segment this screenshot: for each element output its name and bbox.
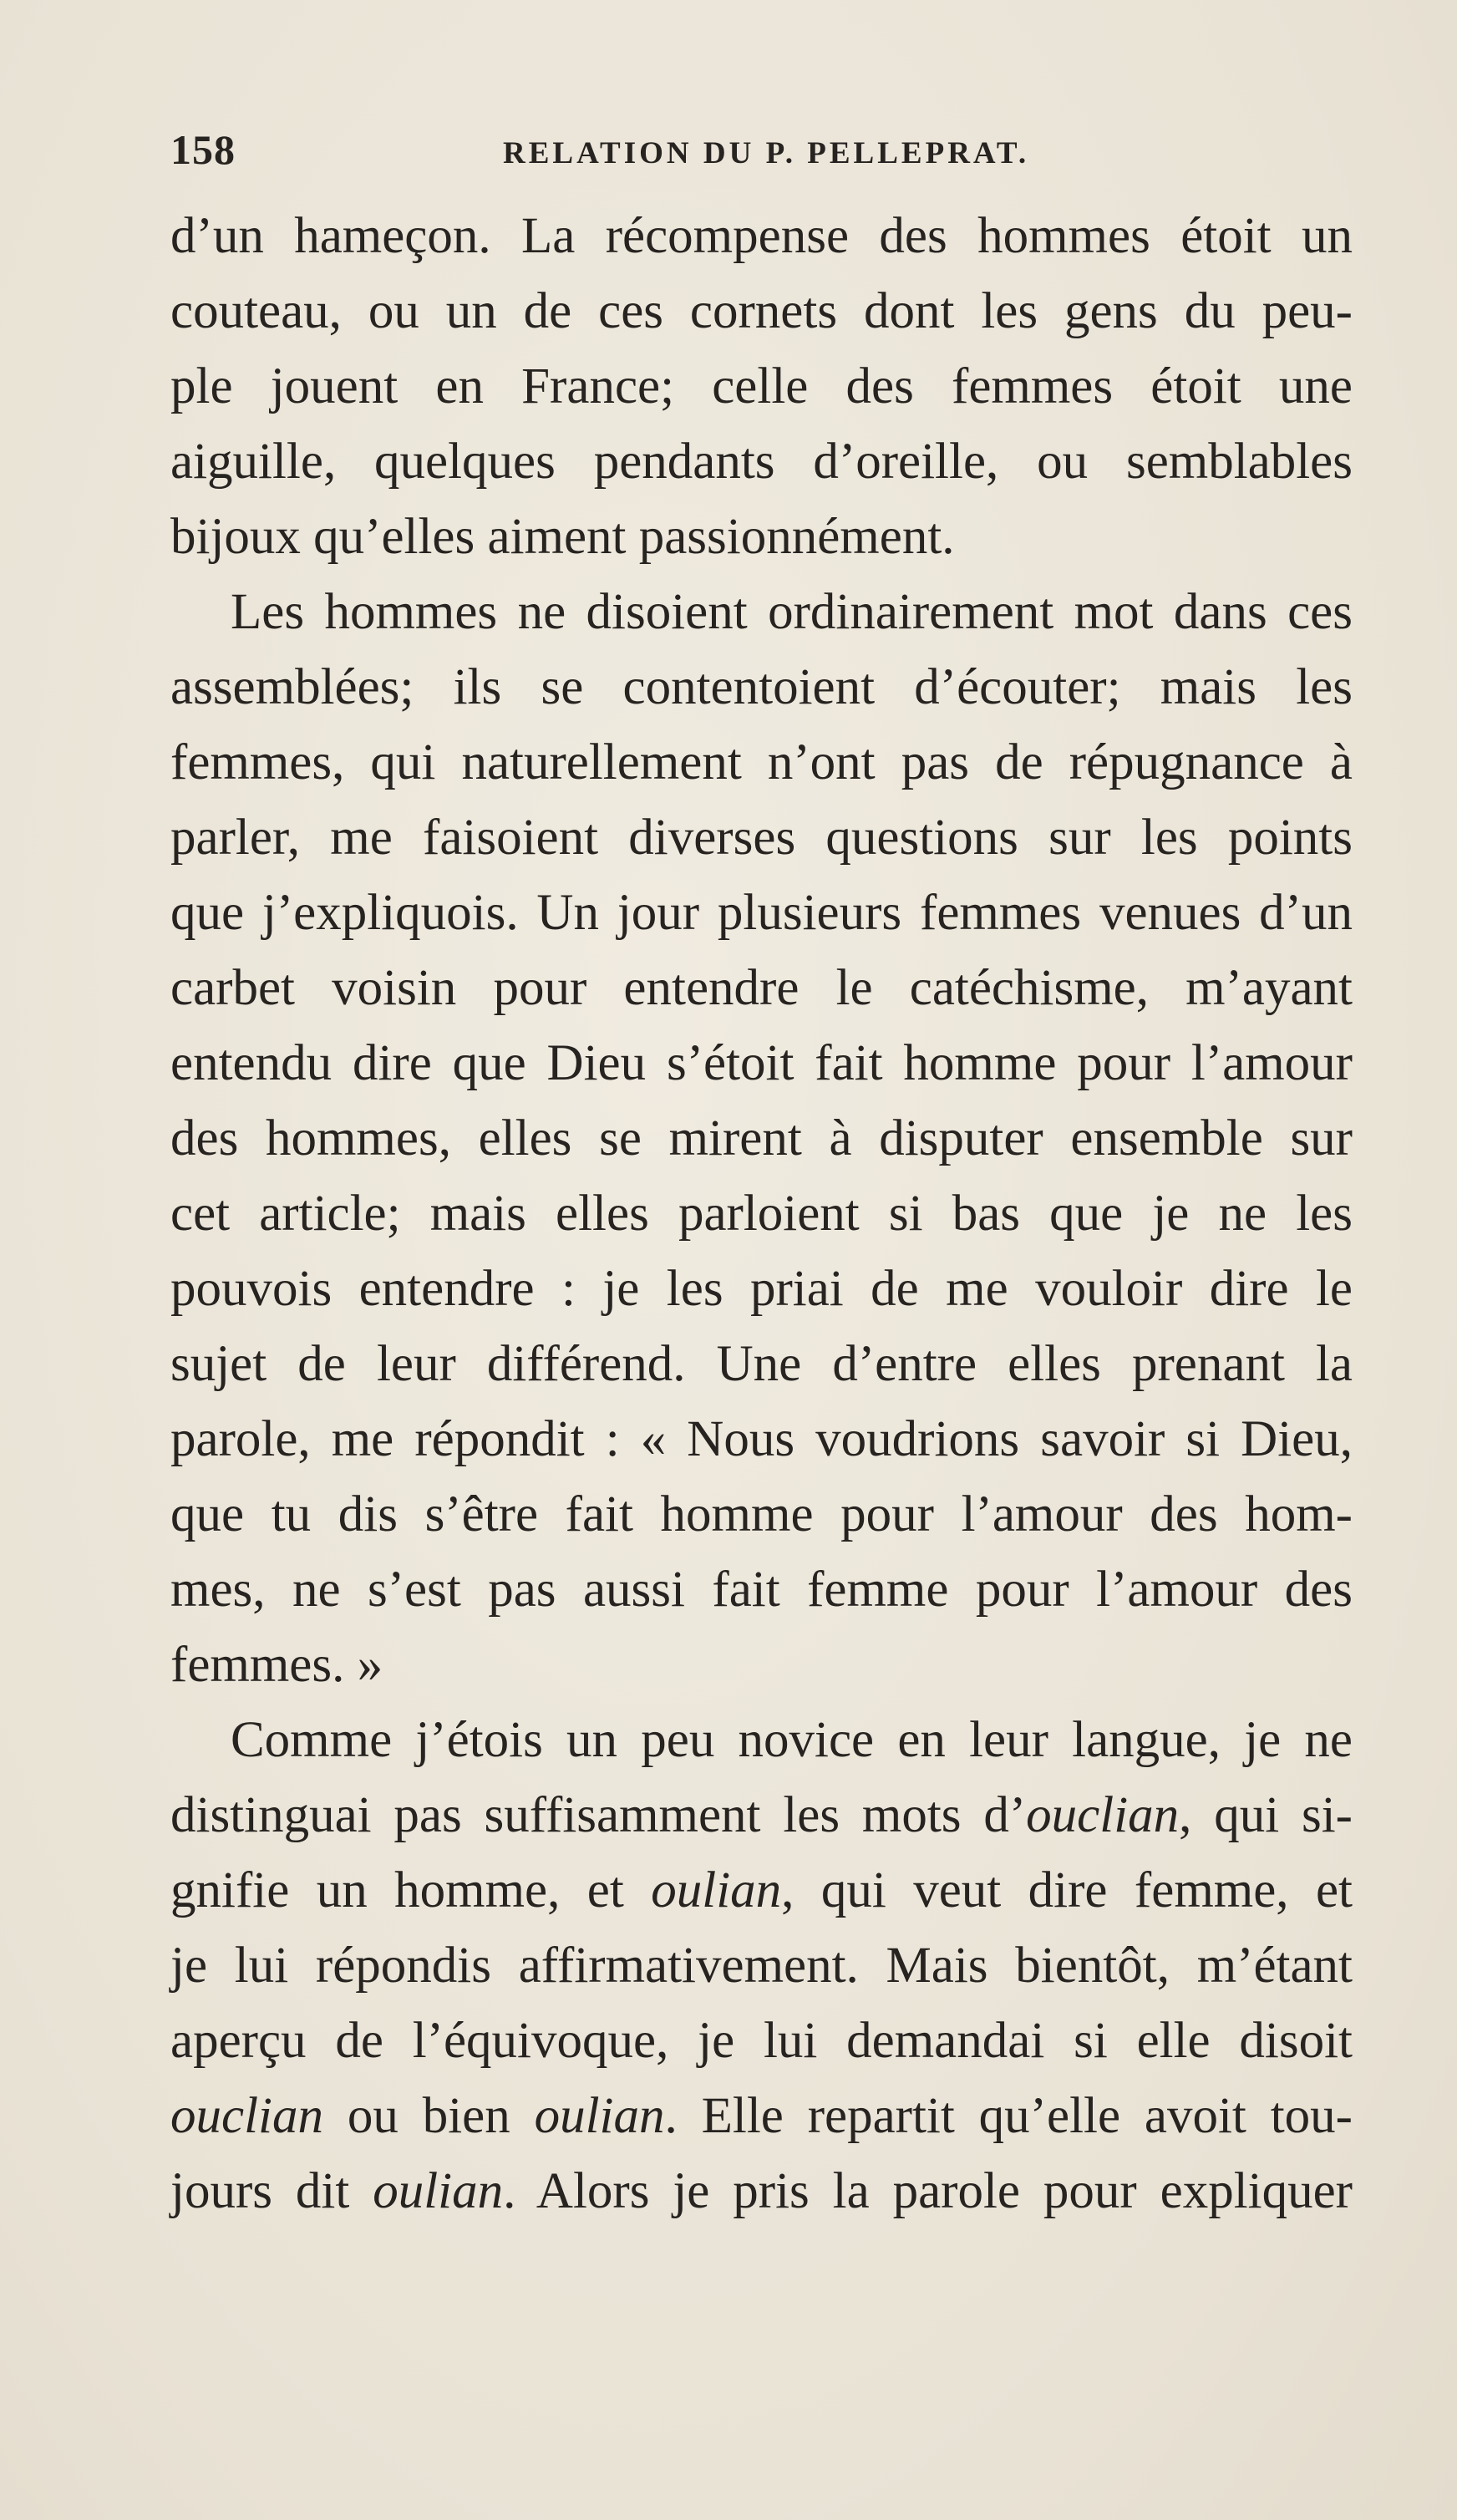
text-line: je lui répondis affirmativement. Mais bientôt, m’étant: [170, 1938, 1353, 1994]
italic-word: oulian: [651, 1862, 782, 1918]
text-line: aperçu de l’équivoque, je lui demandai si elle disoit: [170, 2013, 1353, 2069]
italic-word: ouclian: [170, 2088, 323, 2144]
text-line: que tu dis s’être fait homme pour l’amour des hom-: [170, 1486, 1353, 1542]
text-line: jours dit oulian. Alors je pris la parole pour expliquer: [170, 2163, 1353, 2219]
running-title: RELATION DU P. PELLEPRAT.: [503, 136, 1030, 170]
text-line: sujet de leur différend. Une d’entre elles prenant la: [170, 1336, 1353, 1392]
text-line: mes, ne s’est pas aussi fait femme pour l’amour des: [170, 1562, 1353, 1618]
italic-word: oulian: [534, 2088, 665, 2144]
text-line: ple jouent en France; celle des femmes étoit une: [170, 358, 1353, 414]
text-line: femmes, qui naturellement n’ont pas de répugnance à: [170, 734, 1353, 790]
text-line: entendu dire que Dieu s’étoit fait homme pour l’amour: [170, 1035, 1353, 1091]
text-line: couteau, ou un de ces cornets dont les gens du peu-: [170, 283, 1353, 339]
text-line: aiguille, quelques pendants d’oreille, ou semblables: [170, 434, 1353, 490]
text-line: femmes. »: [170, 1637, 383, 1693]
italic-word: ouclian: [1026, 1787, 1180, 1843]
text-line: assemblées; ils se contentoient d’écouter; mais les: [170, 659, 1353, 715]
text-line: gnifie un homme, et oulian, qui veut dire femme, et: [170, 1862, 1353, 1918]
text-line: ouclian ou bien oulian. Elle repartit qu’elle avoit tou-: [170, 2088, 1353, 2144]
page-number: 158: [170, 126, 236, 173]
text-line: que j’expliquois. Un jour plusieurs femmes venues d’un: [170, 885, 1353, 941]
italic-word: oulian: [373, 2163, 504, 2219]
body-text: [170, 199, 1353, 2229]
text-line: parole, me répondit : « Nous voudrions savoir si Dieu,: [170, 1411, 1353, 1467]
text-line: distinguai pas suffisamment les mots d’ouclian, qui si-: [170, 1787, 1353, 1843]
text-line: des hommes, elles se mirent à disputer ensemble sur: [170, 1110, 1353, 1166]
text-line: parler, me faisoient diverses questions sur les points: [170, 810, 1353, 866]
text-line: Les hommes ne disoient ordinairement mot dans ces: [231, 584, 1353, 640]
text-line: d’un hameçon. La récompense des hommes étoit un: [170, 208, 1353, 264]
text-line: pouvois entendre : je les priai de me vouloir dire le: [170, 1261, 1353, 1317]
text-line: bijoux qu’elles aiment passionnément.: [170, 509, 955, 565]
text-line: cet article; mais elles parloient si bas que je ne les: [170, 1186, 1353, 1242]
text-line: carbet voisin pour entendre le catéchisme, m’ayant: [170, 960, 1353, 1016]
text-line: Comme j’étois un peu novice en leur langue, je ne: [231, 1712, 1353, 1768]
page-header: [170, 125, 1357, 184]
